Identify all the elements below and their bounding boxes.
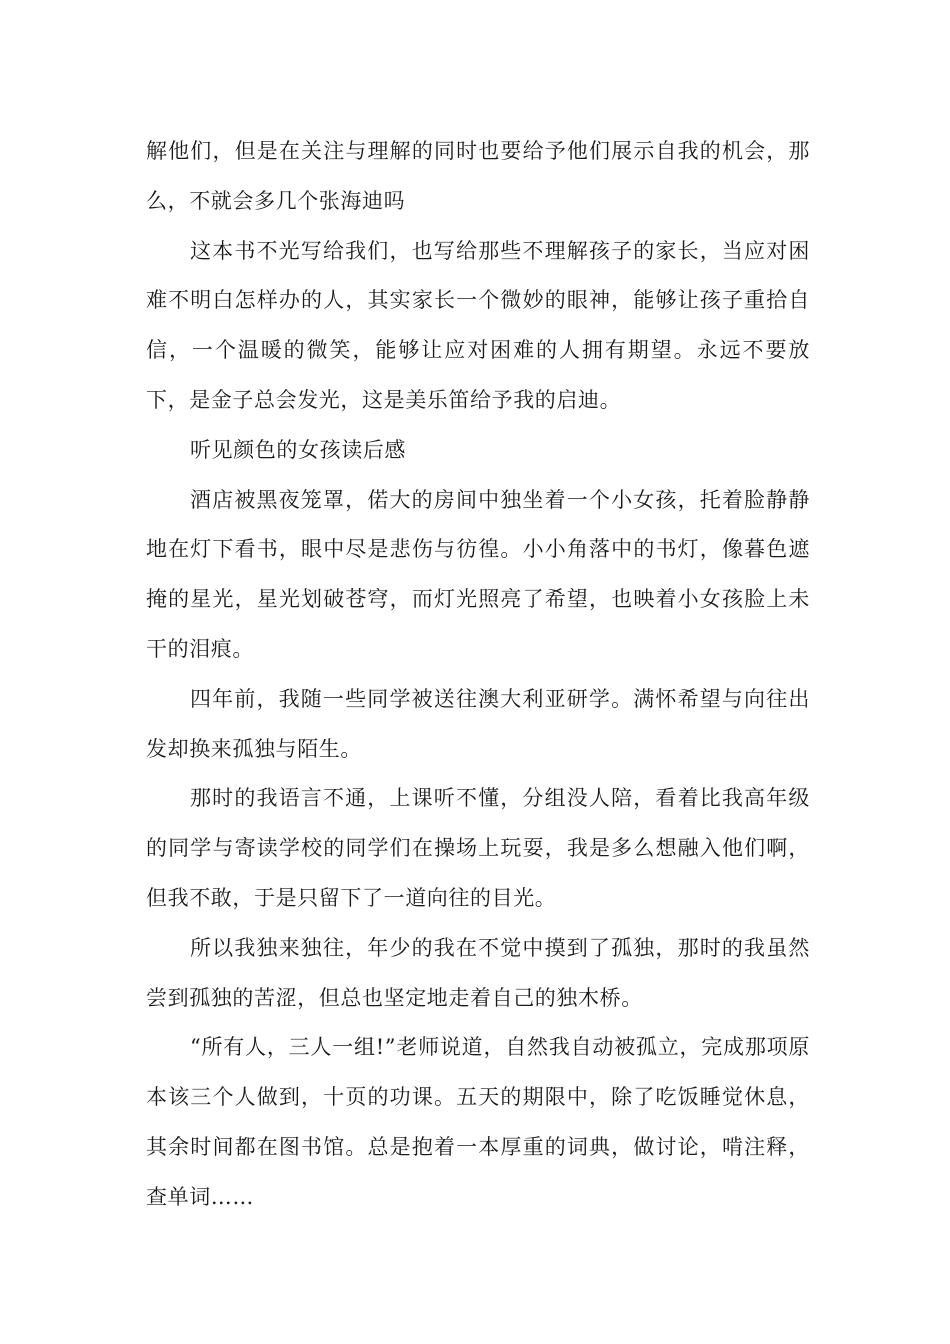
paragraph-language-barrier: 那时的我语言不通，上课听不懂，分组没人陪，看着比我高年级的同学与寄读学校的同学们在操场上玩耍，我是多么想融入他们啊，但我不敢，于是只留下了一道向往的目光。: [146, 786, 810, 910]
document-page: [146, 127, 810, 1223]
paragraph-continuation: 解他们，但是在关注与理解的同时也要给予他们展示自我的机会，那么，不就会多几个张海迪吗: [146, 139, 810, 213]
paragraph-group-work: “所有人，三人一组!”老师说道，自然我自动被孤立，完成那项原本该三个人做到，十页的功课。五天的期限中，除了吃饭睡觉休息，其余时间都在图书馆。总是抱着一本厚重的词典，做讨论，啃注释，查单词……: [146, 1035, 810, 1209]
paragraph-book-message: 这本书不光写给我们，也写给那些不理解孩子的家长，当应对困难不明白怎样办的人，其实家长一个微妙的眼神，能够让孩子重拾自信，一个温暖的微笑，能够让应对困难的人拥有期望。永远不要放下，是金子总会发光，这是美乐笛给予我的启迪。: [146, 238, 810, 412]
paragraph-hotel-scene: 酒店被黑夜笼罩，偌大的房间中独坐着一个小女孩，托着脸静静地在灯下看书，眼中尽是悲伤与彷徨。小小角落中的书灯，像暮色遮掩的星光，星光划破苍穹，而灯光照亮了希望，也映着小女孩脸上未干的泪痕。: [146, 487, 810, 661]
paragraph-alone: 所以我独来独往，年少的我在不觉中摸到了孤独，那时的我虽然尝到孤独的苦涩，但总也坚定地走着自己的独木桥。: [146, 935, 810, 1010]
paragraph-four-years-ago: 四年前，我随一些同学被送往澳大利亚研学。满怀希望与向往出发却换来孤独与陌生。: [146, 686, 810, 761]
section-heading: 听见颜色的女孩读后感: [190, 437, 406, 462]
